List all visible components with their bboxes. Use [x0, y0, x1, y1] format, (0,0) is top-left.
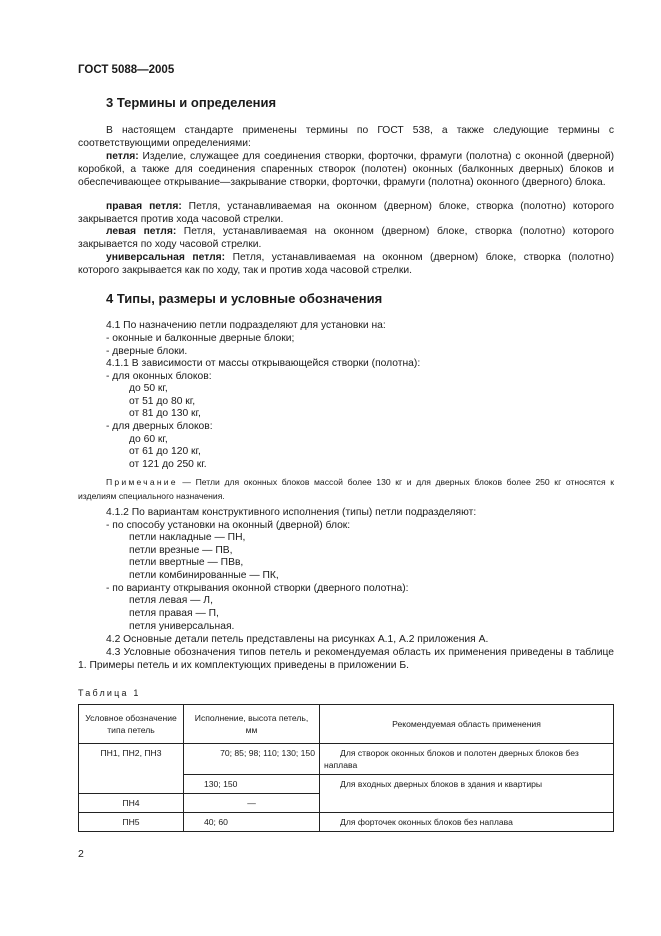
term-label: правая петля:: [106, 201, 182, 212]
table-1: [78, 704, 614, 832]
term-label: левая петля:: [106, 226, 177, 237]
list-subitem: от 51 до 80 кг,: [129, 396, 196, 407]
list-subitem: от 121 до 250 кг.: [129, 459, 207, 470]
term-hinge: [78, 150, 614, 190]
list-subitem: петля правая — П,: [129, 608, 219, 619]
table-row: [79, 744, 614, 775]
table-cell-type: ПН1, ПН2, ПН3: [79, 744, 184, 794]
note-label: Примечание: [106, 477, 178, 487]
table-row: [79, 813, 614, 832]
list-subitem: петли накладные — ПН,: [129, 532, 246, 543]
section-3-title: 3 Термины и определения: [106, 95, 277, 110]
list-subitem: петля универсальная.: [129, 621, 235, 632]
table-cell-area: Для створок оконных блоков и полотен дверных блоков без наплава: [320, 744, 614, 775]
table-cell-type: ПН5: [79, 813, 184, 832]
table-header-cell: Условное обозначение типа петель: [79, 705, 184, 744]
clause-4-1-1: 4.1.1 В зависимости от массы открывающейся створки (полотна):: [106, 358, 421, 369]
note: [78, 475, 614, 503]
table-caption: Таблица 1: [78, 688, 141, 698]
document-header: ГОСТ 5088—2005: [78, 64, 175, 76]
list-item: - для дверных блоков:: [106, 421, 213, 432]
list-subitem: петли комбинированные — ПК,: [129, 570, 279, 581]
table-header-row: [79, 705, 614, 744]
list-item: - дверные блоки.: [106, 346, 188, 357]
list-subitem: петля левая — Л,: [129, 595, 213, 606]
table-cell-area: Для входных дверных блоков в здания и квартиры: [320, 775, 614, 813]
table-cell-type: ПН4: [79, 794, 184, 813]
list-subitem: от 81 до 130 кг,: [129, 408, 201, 419]
term-right-hinge: [78, 200, 614, 226]
table-cell-size: 130; 150: [184, 775, 320, 794]
term-universal-hinge: [78, 251, 614, 277]
list-subitem: петли врезные — ПВ,: [129, 545, 233, 556]
list-item: - по варианту открывания оконной створки (дверного полотна):: [106, 583, 409, 594]
list-item: - для оконных блоков:: [106, 371, 212, 382]
clause-4-1: 4.1 По назначению петли подразделяют для установки на:: [106, 320, 386, 331]
note-text: — Петли для оконных блоков массой более 130 кг и для дверных блоков более 250 кг относятся к изделиям специального назначения.: [78, 477, 614, 501]
table-cell-size: —: [184, 794, 320, 813]
section-4-title: 4 Типы, размеры и условные обозначения: [106, 291, 383, 306]
term-label: петля:: [106, 151, 139, 162]
section-3-intro: В настоящем стандарте применены термины по ГОСТ 538, а также следующие термины с соответствующими определениями:: [78, 125, 614, 150]
list-subitem: до 50 кг,: [129, 383, 168, 394]
table-cell-size: 70; 85; 98; 110; 130; 150: [184, 744, 320, 775]
term-definition: Петля, устанавливаемая на оконном (дверном) блоке, створка (полотно) которого закрывается по ходу часовой стрелки.: [78, 226, 615, 251]
table-header-cell: Исполнение, высота петель, мм: [184, 705, 320, 744]
clause-4-2: 4.2 Основные детали петель представлены на рисунках А.1, А.2 приложения А.: [106, 634, 489, 645]
clause-4-3: 4.3 Условные обозначения типов петель и рекомендуемая область их применения приведены в таблице 1. Примеры петель и их комплектующих приведены в приложении Б.: [78, 647, 614, 672]
table-cell-size: 40; 60: [184, 813, 320, 832]
table-header-cell: Рекомендуемая область применения: [320, 705, 614, 744]
term-definition: Петля, устанавливаемая на оконном (дверном) блоке, створка (полотно) которого закрывается против хода часовой стрелки.: [78, 201, 614, 226]
page-number: 2: [78, 848, 84, 860]
term-definition: Петля, устанавливаемая на оконном (дверном) блоке, створка (полотно) которого закрывается как по ходу, так и против хода часовой стрелки.: [78, 252, 615, 277]
table-cell-area: Для форточек оконных блоков без наплава: [320, 813, 614, 832]
clause-4-1-2: 4.1.2 По вариантам конструктивного исполнения (типы) петли подразделяют:: [106, 507, 477, 518]
term-definition: Изделие, служащее для соединения створки, форточки, фрамуги (полотна) с оконной (дверной) коробкой, а также для соединения спаренных створок (полотен) оконных (балконных дверных) блоков и обеспечивающее открывание—закрывание створки, форточки, фрамуги (полотна) оконного (дверного) блока.: [78, 151, 614, 189]
list-subitem: петли ввертные — ПВв,: [129, 557, 244, 568]
term-left-hinge: [78, 225, 614, 251]
list-subitem: от 61 до 120 кг,: [129, 446, 201, 457]
term-label: универсальная петля:: [106, 252, 226, 263]
list-item: - оконные и балконные дверные блоки;: [106, 333, 295, 344]
list-subitem: до 60 кг,: [129, 434, 168, 445]
list-item: - по способу установки на оконный (дверной) блок:: [106, 520, 351, 531]
